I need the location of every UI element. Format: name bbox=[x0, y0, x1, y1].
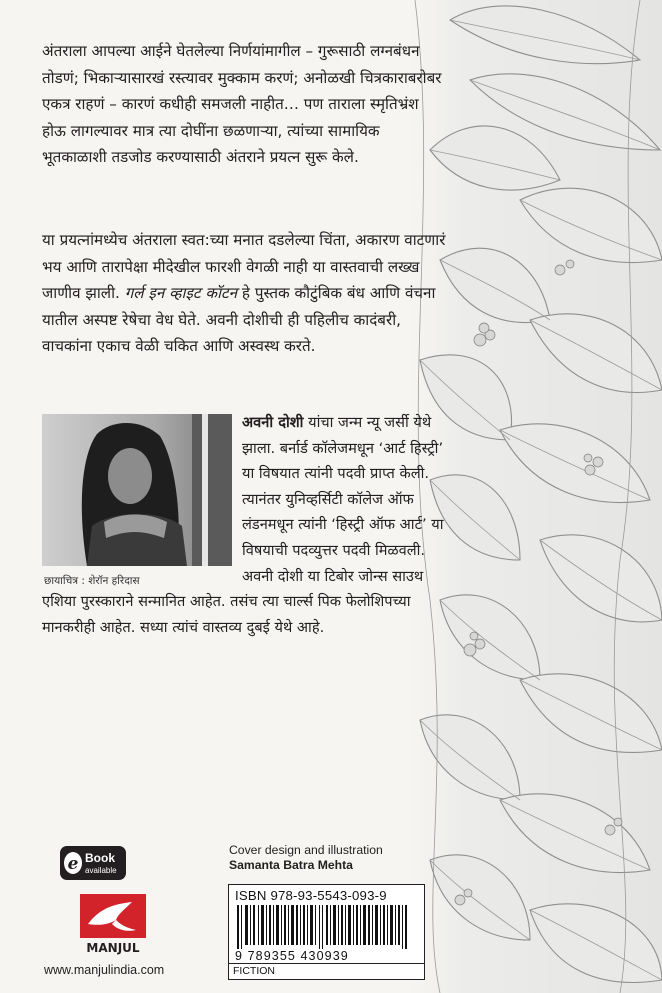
barcode-icon bbox=[235, 905, 419, 949]
blurb-text-2a: या प्रयत्नांमध्येच अंतराला स्वत:च्या मनात दडलेल्या चिंता, अकारण वाटणारं भय आणि तारापेक्षा मीदेखील फारशी वेगळी नाही या वास्तवाची लख्ख जाणीव झाली. bbox=[42, 231, 446, 302]
manjul-logo-icon bbox=[80, 894, 146, 958]
cover-credit bbox=[229, 843, 429, 873]
barcode-digits: 9 789355 430939 bbox=[235, 949, 349, 963]
ebook-available-badge bbox=[60, 846, 126, 880]
ebook-word: Book bbox=[85, 851, 115, 865]
designer-name: Samanta Batra Mehta bbox=[229, 858, 353, 872]
book-title: गर्ल इन व्हाइट कॉटन bbox=[124, 284, 238, 302]
author-bio-text: यांचा जन्म न्यू जर्सी येथे झाला. बर्नार्ड कॉलेजमधून ‘आर्ट हिस्ट्री’ या विषयात त्यांनी पदवी प्राप्त केली. त्यानंतर युनिव्हर्सिटी कॉलेज ऑफ लंडनमधून त्यांनी ‘हिस्ट्री ऑफ आर्ट’ या विषयाची पदव्युत्तर पदवी मिळवली. अवनी दोशी या टिबोर जोन्स साउथ एशिया पुरस्काराने सन्मानित आहेत. तसंच त्या चार्ल्स पिक फेलोशिपच्या मानकरीही आहेत. सध्या त्यांचं वास्तव्य दुबई येथे आहे. bbox=[42, 414, 444, 636]
isbn-number: ISBN 978-93-5543-093-9 bbox=[235, 888, 387, 903]
blurb-text-2b: हे पुस्तक कौटुंबिक बंध आणि वंचना यातील अस्पष्ट रेषेचा वेध घेते. अवनी दोशीची ही पहिलीच कादंबरी, वाचकांना एकाच वेळी चकित आणि अस्वस्थ करते. bbox=[42, 284, 436, 355]
photo-spacer bbox=[42, 410, 242, 586]
isbn-barcode-box bbox=[228, 884, 425, 980]
category-strip bbox=[229, 963, 424, 979]
ebook-letter: e bbox=[67, 854, 79, 874]
author-bio bbox=[42, 410, 454, 640]
blurb-paragraph-2 bbox=[42, 227, 452, 360]
publisher-website[interactable]: www.manjulindia.com bbox=[44, 963, 165, 977]
photo-caption: छायाचित्र : शेरॉन हरिदास bbox=[44, 575, 140, 587]
author-name: अवनी दोशी bbox=[242, 414, 304, 431]
category-label: FICTION bbox=[233, 965, 275, 977]
blurb-paragraph-1 bbox=[42, 38, 442, 171]
publisher-logo bbox=[80, 894, 146, 958]
blurb-text-1: अंतराला आपल्या आईने घेतलेल्या निर्णयांमागील – गुरूसाठी लग्नबंधन तोडणं; भिकाऱ्यासारखं रस्त्यावर मुक्काम करणं; अनोळखी चित्रकाराबरोबर एकत्र राहणं – कारणं कधीही समजली नाहीत… पण ताराला स्मृतिभ्रंश होऊ लागल्यावर मात्र त्या दोघींना छळणाऱ्या, त्यांच्या सामायिक भूतकाळाशी तडजोड करण्यासाठी अंतराने प्रयत्न सुरू केले. bbox=[42, 42, 442, 166]
ebook-sub: available bbox=[85, 866, 117, 875]
logo-text: MANJUL bbox=[86, 941, 140, 955]
credit-line: Cover design and illustration bbox=[229, 843, 383, 857]
